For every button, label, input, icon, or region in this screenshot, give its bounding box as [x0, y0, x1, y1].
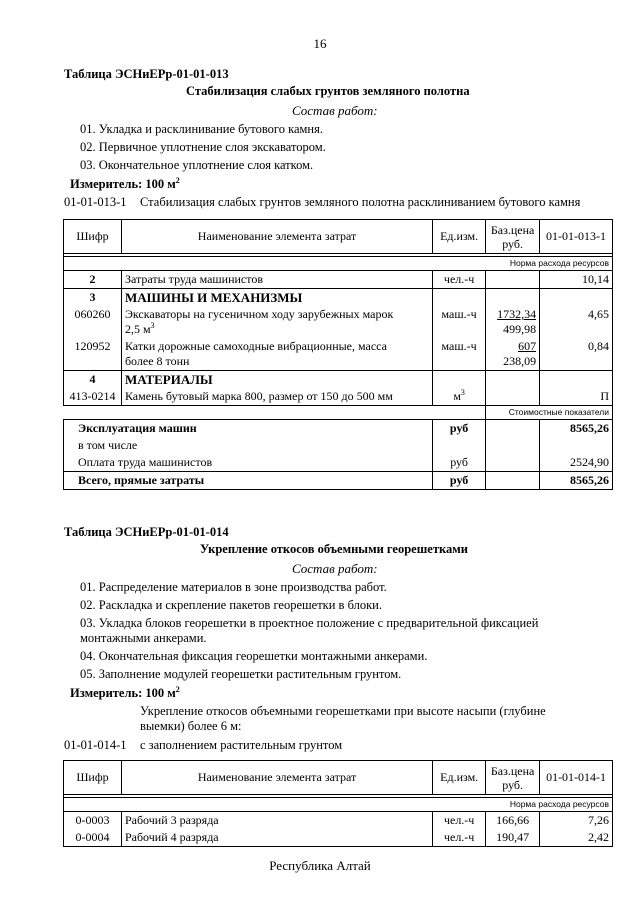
row-norm: 7,26	[540, 812, 613, 830]
work-item: монтажными анкерами.	[80, 631, 207, 645]
work-item: 03. Укладка блоков георешетки в проектное положение с предварительной фиксацией	[80, 616, 539, 630]
row-code: 0-0003	[64, 812, 122, 830]
row-norm: 0,84	[540, 338, 613, 371]
cost-unit: руб	[433, 454, 486, 472]
header-name: Наименование элемента затрат	[121, 220, 432, 254]
row-norm: П	[540, 388, 613, 406]
price-value: 238,09	[503, 354, 537, 368]
row-name: Камень бутовый марка 800, размер от 150 до 500 мм	[121, 388, 432, 406]
cost-value: 8565,26	[540, 472, 613, 490]
price-value: 499,98	[503, 322, 537, 336]
row-name-line: более 8 тонн	[124, 354, 190, 368]
row-unit	[433, 388, 486, 406]
work-item: 01. Распределение материалов в зоне производства работ.	[80, 580, 387, 594]
row-unit: чел.-ч	[433, 812, 486, 830]
cost-value: 2524,90	[540, 454, 613, 472]
row-norm: 4,65	[540, 306, 613, 338]
table-title: Таблица ЭСНиЕРр-01-01-014	[64, 525, 229, 539]
section-heading: МАШИНЫ И МЕХАНИЗМЫ	[121, 289, 432, 307]
row-price	[486, 338, 540, 371]
resource-table-2	[63, 760, 613, 847]
header-unit: Ед.изм.	[433, 761, 486, 795]
row-price: 166,66	[486, 812, 540, 830]
cost-name: Оплата труда машинистов	[64, 454, 433, 472]
cost-caption: Стоимостные показатели	[486, 406, 613, 420]
row-unit: маш.-ч	[433, 338, 486, 371]
table-heading: Укрепление откосов объемными георешетками	[200, 542, 468, 556]
work-item: 05. Заполнение модулей георешетки растительным грунтом.	[80, 667, 402, 681]
section-desc: выемки) более 6 м:	[140, 719, 242, 733]
measure-sup: 2	[175, 175, 180, 185]
row-name: Рабочий 4 разряда	[121, 829, 432, 847]
work-item: 02. Первичное уплотнение слоя экскаватором.	[80, 140, 326, 154]
norm-caption: Норма расхода ресурсов	[486, 798, 613, 812]
unit-text: м	[453, 389, 461, 403]
row-code: 2	[64, 271, 122, 289]
row-name: Затраты труда машинистов	[121, 271, 432, 289]
row-unit: чел.-ч	[433, 271, 486, 289]
header-code: Шифр	[64, 761, 122, 795]
row-code: 120952	[64, 338, 122, 371]
row-code: 060260	[64, 306, 122, 338]
row-price	[486, 306, 540, 338]
cost-name: Эксплуатация машин	[64, 420, 433, 438]
measure-label: Измеритель: 100 м	[70, 686, 176, 700]
row-code: 3	[64, 289, 122, 307]
unit-sup: 3	[150, 321, 155, 330]
price-value: 1732,34	[497, 307, 537, 321]
table-heading: Стабилизация слабых грунтов земляного полотна	[186, 84, 470, 98]
header-price: Баз.цена руб.	[486, 220, 540, 254]
price-code-desc: с заполнением растительным грунтом	[140, 738, 343, 752]
header-name: Наименование элемента затрат	[121, 761, 432, 795]
measure-label: Измеритель: 100 м	[70, 177, 176, 191]
row-name-part: 2,5 м	[124, 322, 151, 336]
section-heading: МАТЕРИАЛЫ	[121, 371, 432, 389]
row-name-line: Катки дорожные самоходные вибрационные, масса	[124, 339, 387, 353]
cost-unit: руб	[433, 420, 486, 438]
row-norm: 10,14	[540, 271, 613, 289]
row-unit: чел.-ч	[433, 829, 486, 847]
measure-unit	[70, 177, 180, 192]
row-code: 413-0214	[64, 388, 122, 406]
page-number: 16	[313, 36, 327, 51]
unit-sup: 3	[460, 388, 465, 397]
measure-sup: 2	[175, 684, 180, 694]
price-code: 01-01-014-1	[64, 738, 127, 752]
row-price: 190,47	[486, 829, 540, 847]
row-unit: маш.-ч	[433, 306, 486, 338]
work-item: 02. Раскладка и скрепление пакетов георешетки в блоки.	[80, 598, 382, 612]
row-name-line: Экскаваторы на гусеничном ходу зарубежных марок	[124, 307, 394, 321]
header-code: Шифр	[64, 220, 122, 254]
cost-name: Всего, прямые затраты	[64, 472, 433, 490]
work-item: 03. Окончательное уплотнение слоя катком.	[80, 158, 314, 172]
row-code: 0-0004	[64, 829, 122, 847]
header-norm: 01-01-014-1	[540, 761, 613, 795]
row-name	[121, 306, 432, 338]
footer-region: Республика Алтай	[269, 858, 371, 873]
row-norm: 2,42	[540, 829, 613, 847]
header-price: Баз.цена руб.	[486, 761, 540, 795]
work-item: 01. Укладка и расклинивание бутового камня.	[80, 122, 323, 136]
cost-unit: руб	[433, 472, 486, 490]
row-code: 4	[64, 371, 122, 389]
row-name: Рабочий 3 разряда	[121, 812, 432, 830]
price-code-desc: Стабилизация слабых грунтов земляного полотна расклиниванием бутового камня	[140, 195, 581, 209]
works-label: Состав работ:	[292, 561, 378, 576]
work-item: 04. Окончательная фиксация георешетки монтажными анкерами.	[80, 649, 428, 663]
row-name-line	[125, 322, 429, 337]
resource-table-1	[63, 219, 613, 490]
header-norm: 01-01-013-1	[540, 220, 613, 254]
cost-value: 8565,26	[540, 420, 613, 438]
section-desc: Укрепление откосов объемными георешетками при высоте насыпи (глубине	[140, 704, 546, 718]
row-name	[121, 338, 432, 371]
cost-name: в том числе	[64, 437, 433, 454]
table-title: Таблица ЭСНиЕРр-01-01-013	[64, 67, 229, 81]
header-unit: Ед.изм.	[433, 220, 486, 254]
measure-unit	[70, 686, 180, 701]
price-value: 607	[518, 339, 537, 353]
price-code: 01-01-013-1	[64, 195, 127, 209]
works-label: Состав работ:	[292, 103, 378, 118]
norm-caption: Норма расхода ресурсов	[486, 257, 613, 271]
